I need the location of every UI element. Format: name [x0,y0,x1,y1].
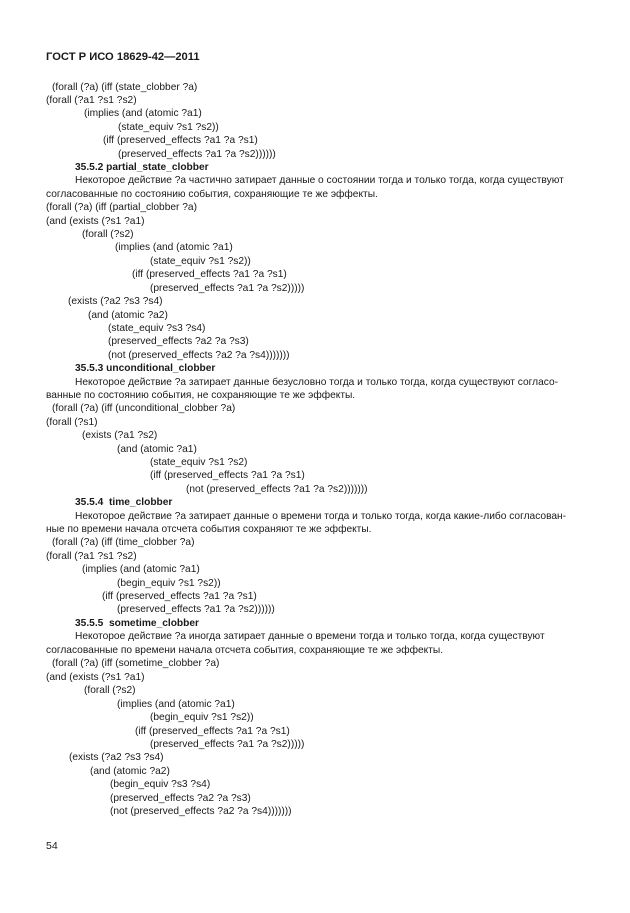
formula-line: (exists (?a2 ?s3 ?s4) [68,296,163,307]
formula-line: (implies (and (atomic ?a1) [84,108,202,119]
formula-line: (preserved_effects ?a1 ?a ?s2)))))) [118,149,276,160]
formula-line: (forall (?a) (iff (sometime_clobber ?a) [52,658,220,669]
formula-line: (forall (?a1 ?s1 ?s2) [46,551,137,562]
formula-line: (iff (preserved_effects ?a1 ?a ?s1) [103,135,258,146]
section-heading: 35.5.2 partial_state_clobber [75,162,209,173]
section-heading: 35.5.3 unconditional_clobber [75,363,216,374]
formula-line: (begin_equiv ?s1 ?s2)) [117,578,221,589]
paragraph-line: Некоторое действие ?a затирает данные о времени тогда и только тогда, когда какие-либо согласован- [75,511,567,522]
formula-line: (and (exists (?s1 ?a1) [46,216,145,227]
formula-line: (state_equiv ?s3 ?s4) [108,323,206,334]
formula-line: (and (atomic ?a1) [117,444,197,455]
page-header-title: ГОСТ Р ИСО 18629-42—2011 [46,51,200,63]
page-number: 54 [46,840,58,852]
formula-line: (preserved_effects ?a1 ?a ?s2))))) [150,739,305,750]
paragraph-line: согласованные по времени начала отсчета события, сохраняющие те же эффекты. [46,645,444,656]
formula-line: (forall (?a1 ?s1 ?s2) [46,95,137,106]
formula-line: (preserved_effects ?a2 ?a ?s3) [110,793,251,804]
formula-line: (begin_equiv ?s1 ?s2)) [150,712,254,723]
paragraph-line: Некоторое действие ?a частично затирает данные о состоянии тогда и только тогда, когда существуют [75,175,564,186]
formula-line: (not (preserved_effects ?a2 ?a ?s4))))))) [108,350,290,361]
formula-line: (preserved_effects ?a1 ?a ?s2))))) [150,283,305,294]
formula-line: (forall (?a) (iff (state_clobber ?a) [52,82,198,93]
formula-line: (exists (?a2 ?s3 ?s4) [69,752,164,763]
formula-line: (forall (?a) (iff (time_clobber ?a) [52,537,195,548]
formula-line: (and (atomic ?a2) [90,766,170,777]
formula-line: (preserved_effects ?a1 ?a ?s2)))))) [117,604,275,615]
formula-line: (and (exists (?s1 ?a1) [46,672,145,683]
formula-line: (forall (?s1) [46,417,98,428]
paragraph-line: ные по времени начала отсчета события сохраняют те же эффекты. [46,524,372,535]
formula-line: (iff (preserved_effects ?a1 ?a ?s1) [150,470,305,481]
paragraph-line: ванные по состоянию события, не сохраняющие те же эффекты. [46,390,356,401]
formula-line: (state_equiv ?s1 ?s2)) [118,122,219,133]
formula-line: (not (preserved_effects ?a2 ?a ?s4))))))) [110,806,292,817]
formula-line: (forall (?s2) [84,685,136,696]
formula-line: (state_equiv ?s1 ?s2)) [150,256,251,267]
formula-line: (and (atomic ?a2) [88,310,168,321]
formula-line: (not (preserved_effects ?a1 ?a ?s2))))))) [186,484,368,495]
formula-line: (implies (and (atomic ?a1) [82,564,200,575]
formula-line: (state_equiv ?s1 ?s2) [150,457,248,468]
paragraph-line: Некоторое действие ?a иногда затирает данные о времени тогда и только тогда, когда существуют [75,631,545,642]
formula-line: (forall (?a) (iff (unconditional_clobber ?a) [52,403,236,414]
formula-line: (forall (?a) (iff (partial_clobber ?a) [46,202,197,213]
formula-line: (iff (preserved_effects ?a1 ?a ?s1) [132,269,287,280]
formula-line: (iff (preserved_effects ?a1 ?a ?s1) [102,591,257,602]
paragraph-line: Некоторое действие ?a затирает данные безусловно тогда и только тогда, когда существуют согласо- [75,377,559,388]
formula-line: (forall (?s2) [82,229,134,240]
formula-line: (preserved_effects ?a2 ?a ?s3) [108,336,249,347]
formula-line: (implies (and (atomic ?a1) [117,699,235,710]
section-heading: 35.5.4 time_clobber [75,497,173,508]
paragraph-line: согласованные по состоянию события, сохраняющие те же эффекты. [46,189,378,200]
formula-line: (exists (?a1 ?s2) [82,430,158,441]
formula-line: (implies (and (atomic ?a1) [115,242,233,253]
formula-line: (iff (preserved_effects ?a1 ?a ?s1) [135,726,290,737]
formula-line: (begin_equiv ?s3 ?s4) [110,779,211,790]
section-heading: 35.5.5 sometime_clobber [75,618,200,629]
